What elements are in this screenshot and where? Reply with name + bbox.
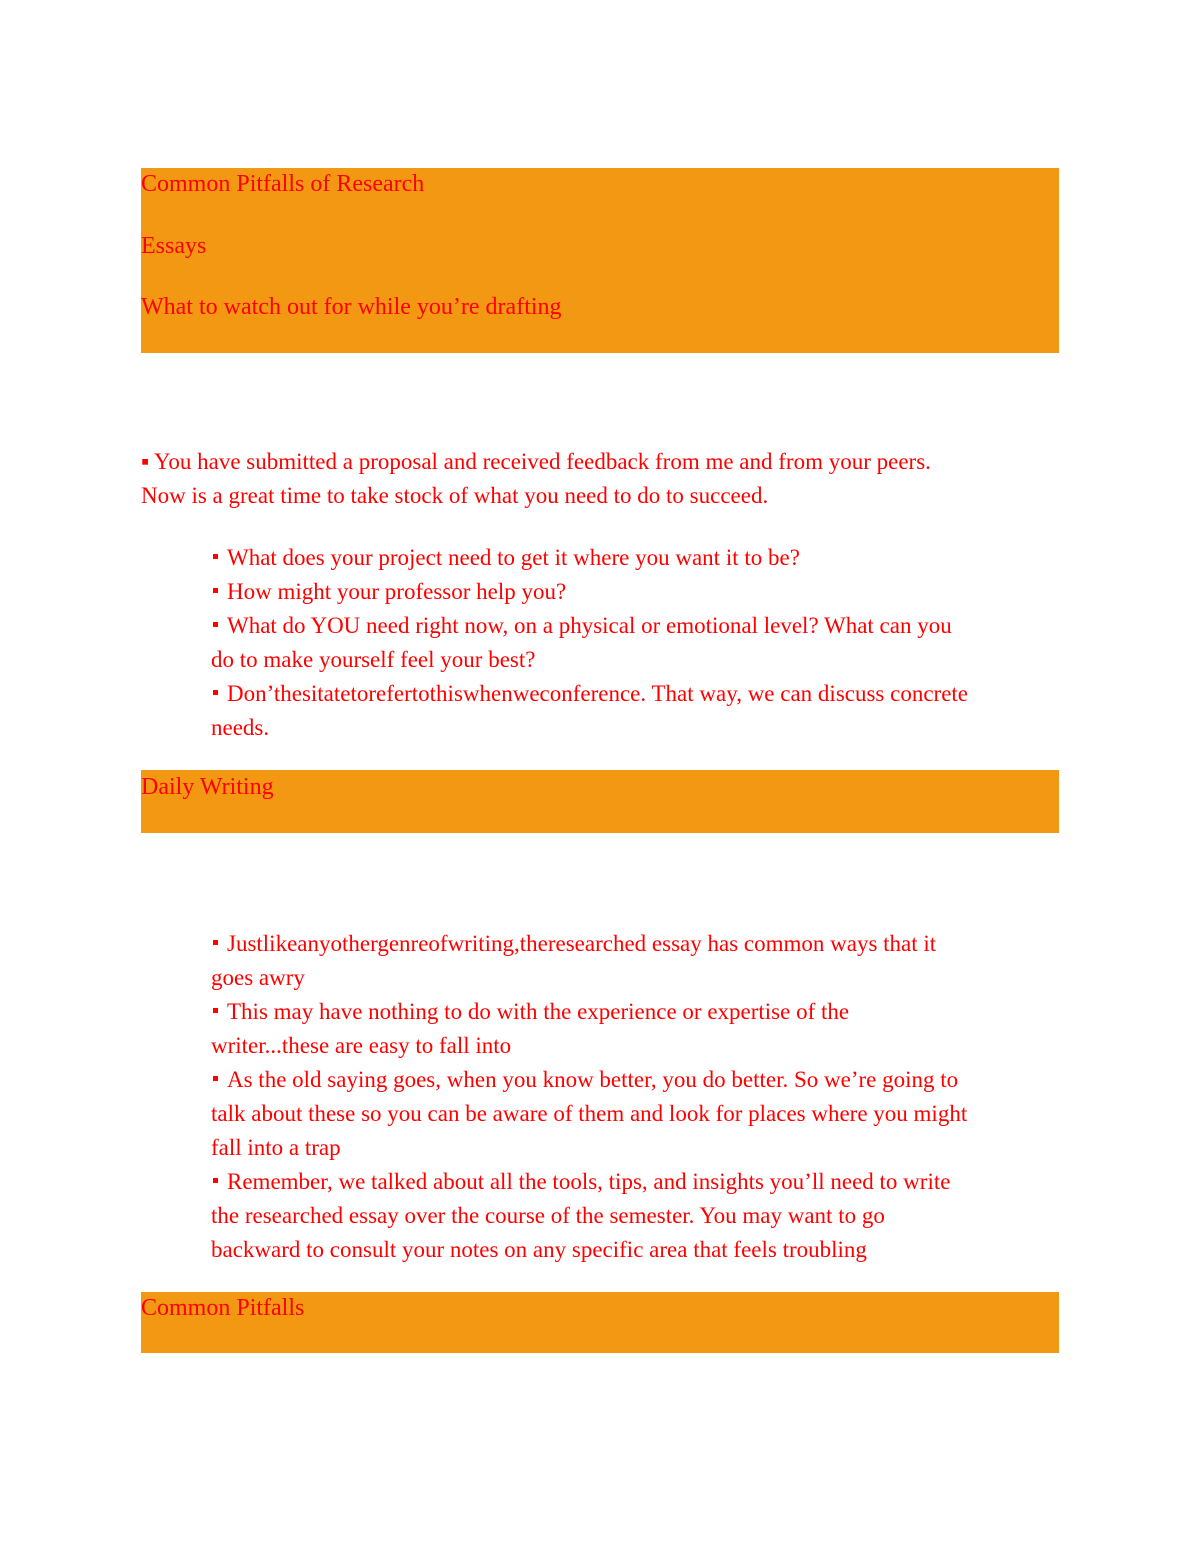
list-item-text: do to make yourself feel your best? <box>211 647 536 672</box>
list-item <box>211 995 1059 1063</box>
list-item-text: What does your project need to get it where you want it to be? <box>227 545 800 570</box>
bullet-icon <box>213 622 218 627</box>
bullet-icon <box>213 588 218 593</box>
list-item <box>211 1063 1059 1165</box>
bullet-icon <box>213 940 218 945</box>
section-banner-daily-writing <box>141 770 1059 833</box>
list-item <box>211 575 1059 609</box>
list-item-text: How might your professor help you? <box>227 579 567 604</box>
list-item-text: As the old saying goes, when you know better, you do better. So we’re going to <box>227 1067 959 1092</box>
bullet-icon <box>213 1008 218 1013</box>
list-item-text: Don’thesitatetorefertothiswhenweconference. That way, we can discuss concrete <box>227 681 969 706</box>
bullet-icon <box>213 554 218 559</box>
intro-line: ▪ You have submitted a proposal and received feedback from me and from your peers. <box>141 449 931 474</box>
list-item <box>211 541 1059 575</box>
title-banner <box>141 168 1059 353</box>
list-item <box>211 1165 1059 1267</box>
list-item-text: the researched essay over the course of the semester. You may want to go <box>211 1203 885 1228</box>
list-item-text: talk about these so you can be aware of them and look for places where you might <box>211 1101 968 1126</box>
first-bullet-list <box>211 541 1059 745</box>
list-item-text: What do YOU need right now, on a physical or emotional level? What can you <box>227 613 952 638</box>
intro-line: Now is a great time to take stock of what you need to do to succeed. <box>141 483 769 508</box>
list-item <box>211 927 1059 995</box>
section-banner-common-pitfalls <box>141 1292 1059 1353</box>
list-item-text: goes awry <box>211 965 305 990</box>
list-item-text: This may have nothing to do with the experience or expertise of the <box>227 999 850 1024</box>
document-title: Common Pitfalls of Research <box>141 171 425 197</box>
list-item-text: backward to consult your notes on any specific area that feels troubling <box>211 1237 867 1262</box>
section-heading: Daily Writing <box>141 774 274 800</box>
list-item-text: Justlikeanyothergenreofwriting,theresearched essay has common ways that it <box>227 931 937 956</box>
list-item <box>211 609 1059 677</box>
intro-paragraph <box>141 445 931 513</box>
second-bullet-list <box>211 927 1059 1267</box>
list-item-text: Remember, we talked about all the tools, tips, and insights you’ll need to write <box>227 1169 951 1194</box>
bullet-icon <box>213 690 218 695</box>
list-item <box>211 677 1059 745</box>
list-item-text: fall into a trap <box>211 1135 341 1160</box>
section-heading: Common Pitfalls <box>141 1295 305 1321</box>
document-subtitle: What to watch out for while you’re drafting <box>141 294 562 320</box>
list-item-text: needs. <box>211 715 270 740</box>
list-item-text: writer...these are easy to fall into <box>211 1033 512 1058</box>
bullet-icon <box>213 1076 218 1081</box>
document-title-continued: Essays <box>141 233 207 259</box>
bullet-icon <box>213 1178 218 1183</box>
